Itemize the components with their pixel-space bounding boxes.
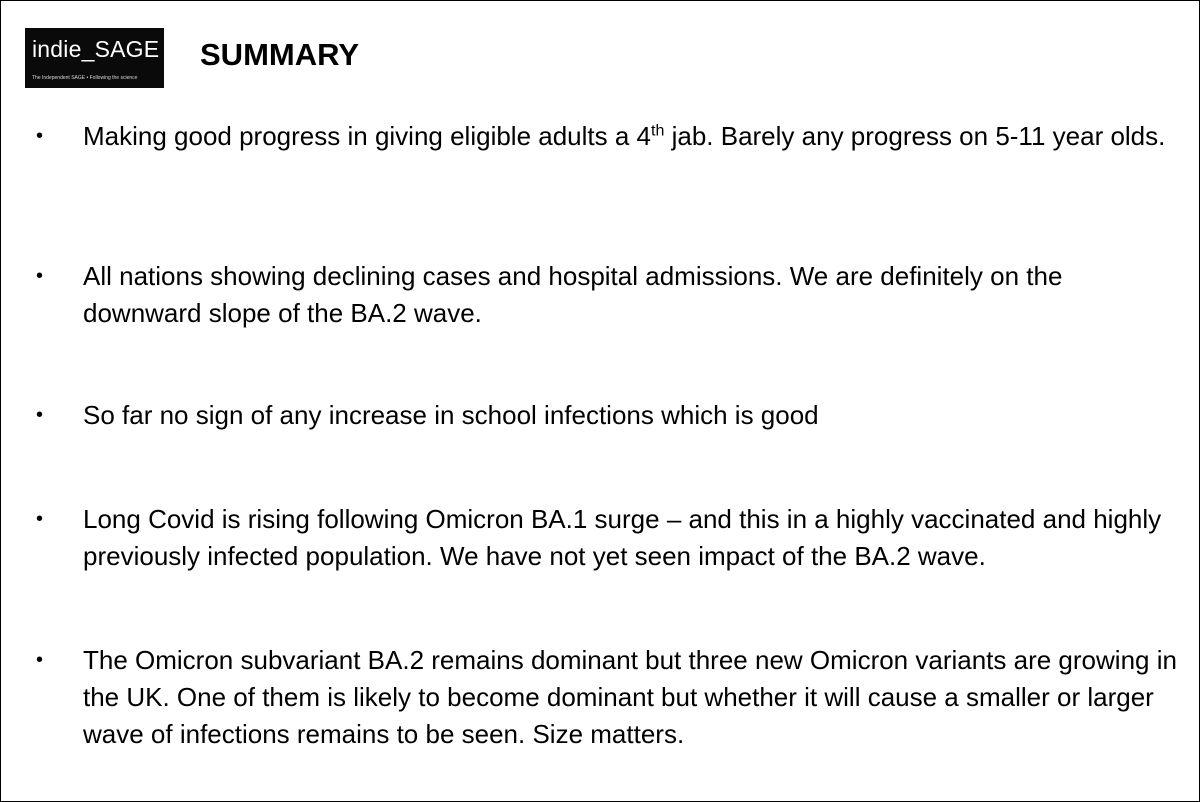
indie-sage-logo xyxy=(25,28,164,88)
logo-text: indie_SAGE xyxy=(32,36,160,62)
bullet-text: All nations showing declining cases and hospital admissions. We are definitely on the downward slope of the BA.2 wave. xyxy=(83,261,1063,328)
bullet-icon: • xyxy=(36,404,44,426)
bullet-text: The Omicron subvariant BA.2 remains dominant but three new Omicron variants are growing in the UK. One of them is likely to become dominant but whether it will cause a smaller or larger wave of infections remains to be seen. Size matters. xyxy=(83,645,1177,749)
bullet-text: Long Covid is rising following Omicron BA.1 surge – and this in a highly vaccinated and highly previously infected population. We have not yet seen impact of the BA.2 wave. xyxy=(83,504,1162,571)
logo-tagline: The Independent SAGE • Following the science xyxy=(32,75,138,81)
slide-title: SUMMARY xyxy=(200,37,360,72)
bullet-text: Making good progress in giving eligible adults a 4th jab. Barely any progress on 5-11 year olds. xyxy=(83,121,1166,151)
bullet-text: So far no sign of any increase in school infections which is good xyxy=(83,400,819,430)
bullet-icon: • xyxy=(36,649,44,671)
bullet-icon: • xyxy=(36,508,44,530)
bullet-icon: • xyxy=(36,265,44,287)
ordinal-superscript: th xyxy=(651,122,665,140)
bullet-icon: • xyxy=(36,125,44,147)
